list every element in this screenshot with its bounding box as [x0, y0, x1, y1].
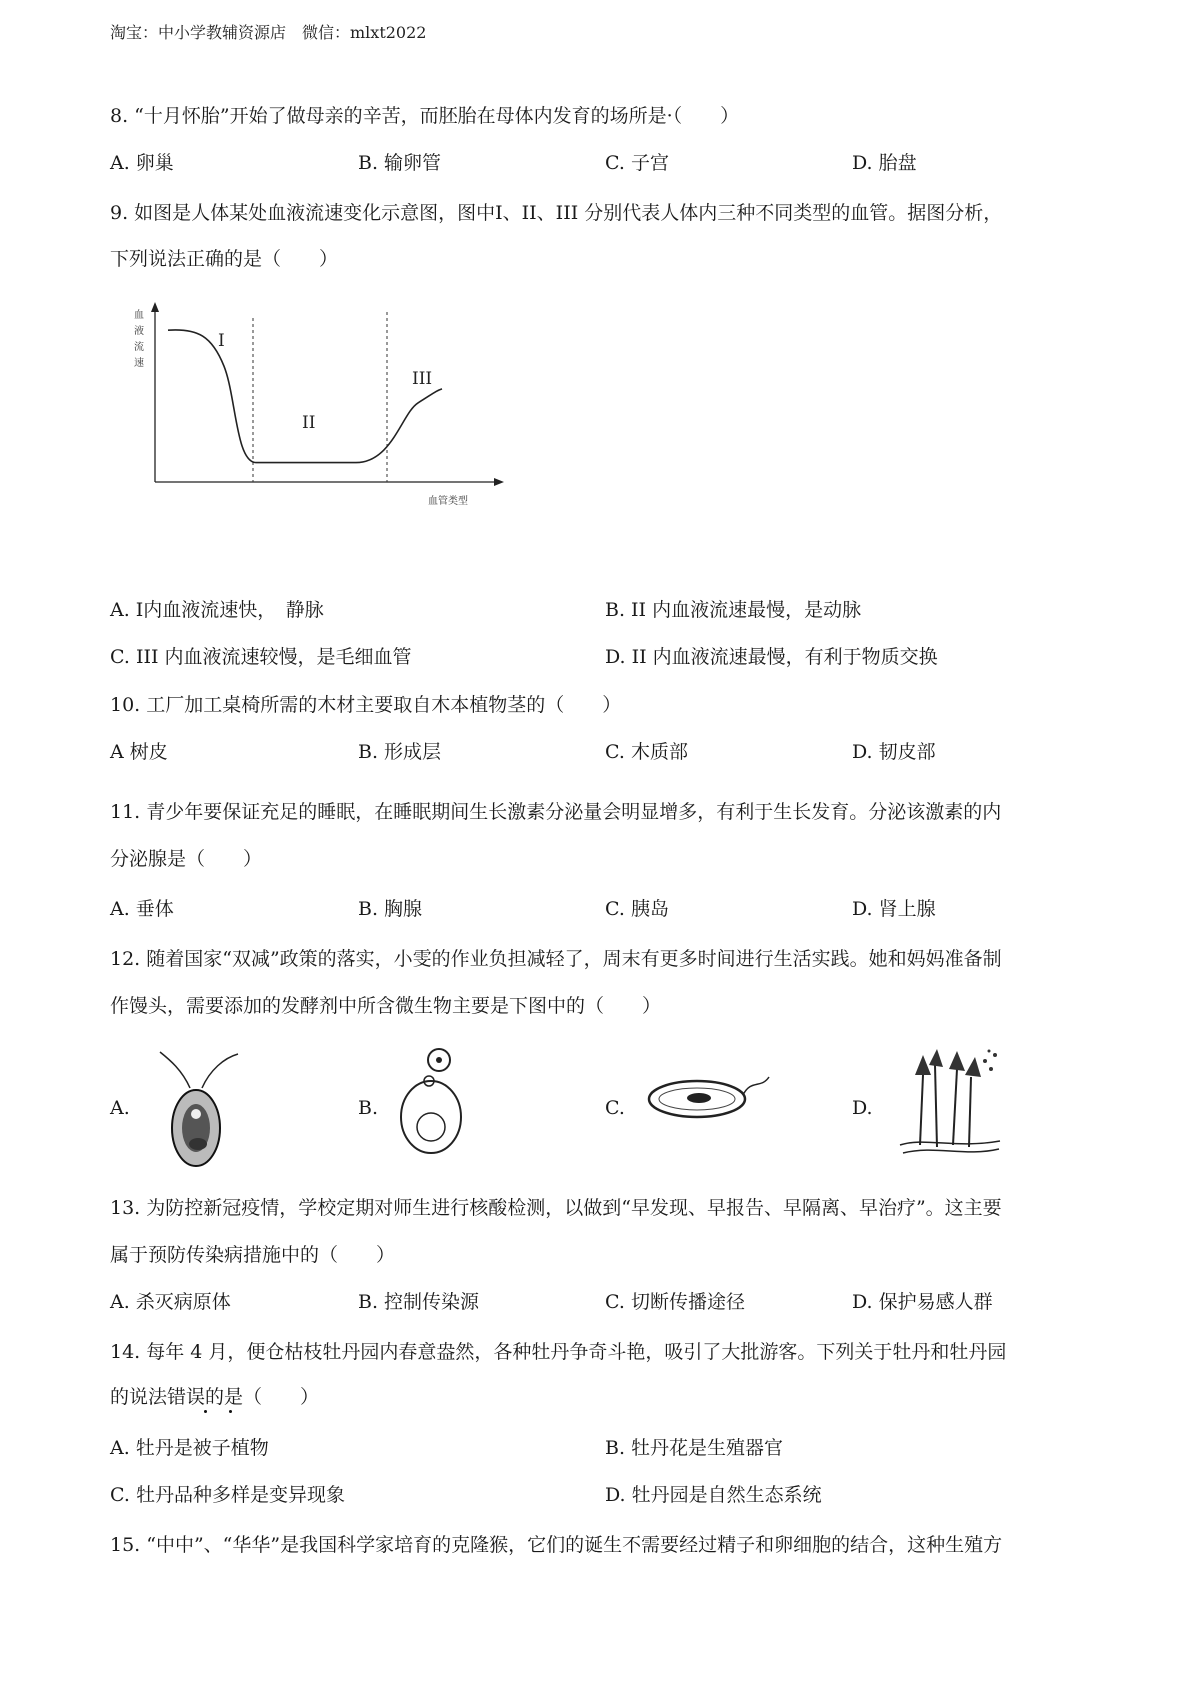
q10-option-a: A 树皮 — [110, 741, 168, 763]
x-axis-label: 血管类型 — [428, 496, 468, 507]
q12-option-d: D. — [852, 1097, 873, 1119]
question-14-stem-line1: 14. 每年 4 月，便仓枯枝牡丹园内春意盎然，各种牡丹争奇斗艳，吸引了大批游客。下列关于牡丹和牡丹园 — [110, 1341, 1007, 1363]
q11-option-b: B. 胸腺 — [358, 898, 423, 920]
question-12-stem-line1: 12. 随着国家“双减”政策的落实，小雯的作业负担减轻了，周末有更多时间进行生活实践。她和妈妈准备制 — [110, 948, 1002, 970]
q10-option-b: B. 形成层 — [358, 741, 442, 763]
q13-option-d: D. 保护易感人群 — [852, 1291, 993, 1313]
q9-option-d: D. II 内血液流速最慢，有利于物质交换 — [605, 646, 938, 668]
emphasis-dot — [229, 1410, 232, 1413]
q14-option-c: C. 牡丹品种多样是变异现象 — [110, 1484, 345, 1506]
euglena-icon — [140, 1040, 260, 1170]
emphasis-dot — [204, 1410, 207, 1413]
header-text: 淘宝：中小学教辅资源店 微信：mlxt2022 — [110, 23, 427, 42]
q14-option-d: D. 牡丹园是自然生态系统 — [605, 1484, 822, 1506]
question-15-stem-line1: 15. “中中”、“华华”是我国科学家培育的克隆猴，它们的诞生不需要经过精子和卵细胞的结合，这种生殖方 — [110, 1534, 1003, 1556]
q10-option-d: D. 韧皮部 — [852, 741, 936, 763]
region-label-i: I — [218, 331, 225, 351]
question-12-stem-line2: 作馒头，需要添加的发酵剂中所含微生物主要是下图中的（ ） — [110, 995, 662, 1017]
q14-option-a: A. 牡丹是被子植物 — [110, 1437, 269, 1459]
q12-option-a: A. — [110, 1097, 130, 1119]
q8-option-d: D. 胎盘 — [852, 152, 917, 174]
q8-option-c: C. 子宫 — [605, 152, 669, 174]
question-8-stem: 8. “十月怀胎”开始了做母亲的辛苦，而胚胎在母体内发育的场所是·（ ） — [110, 105, 740, 127]
yeast-icon — [395, 1045, 475, 1155]
q9-option-c: C. III 内血液流速较慢，是毛细血管 — [110, 646, 412, 668]
q13-option-c: C. 切断传播途径 — [605, 1291, 745, 1313]
q13-option-a: A. 杀灭病原体 — [110, 1291, 231, 1313]
question-10-stem: 10. 工厂加工桌椅所需的木材主要取自木本植物茎的（ ） — [110, 694, 622, 716]
q8-option-a: A. 卵巢 — [110, 152, 174, 174]
region-label-ii: II — [302, 413, 316, 433]
q11-option-a: A. 垂体 — [110, 898, 174, 920]
q12-option-b: B. — [358, 1097, 379, 1119]
y-label-char-4: 速 — [134, 358, 144, 369]
q12-option-c: C. — [605, 1097, 625, 1119]
q11-option-d: D. 肾上腺 — [852, 898, 936, 920]
blood-flow-chart — [120, 300, 520, 510]
q10-option-c: C. 木质部 — [605, 741, 688, 763]
q9-option-b: B. II 内血液流速最慢，是动脉 — [605, 599, 862, 621]
q14-option-b: B. 牡丹花是生殖器官 — [605, 1437, 784, 1459]
y-label-char-1: 血 — [134, 310, 144, 321]
bacterium-icon — [645, 1065, 775, 1125]
question-9-stem-line2: 下列说法正确的是（ ） — [110, 248, 339, 270]
q8-option-b: B. 输卵管 — [358, 152, 442, 174]
x-axis-arrow — [494, 478, 504, 486]
y-label-char-2: 液 — [134, 326, 144, 337]
q9-option-a: A. Ⅰ内血液流速快， 静脉 — [110, 599, 324, 621]
question-13-stem-line2: 属于预防传染病措施中的（ ） — [110, 1244, 396, 1266]
y-axis-arrow — [151, 302, 159, 312]
question-14-stem-line2: 的说法错误的是（ ） — [110, 1386, 320, 1408]
question-11-stem-line1: 11. 青少年要保证充足的睡眠，在睡眠期间生长激素分泌量会明显增多，有利于生长发育。分泌该激素的内 — [110, 801, 1002, 823]
y-label-char-3: 流 — [134, 342, 144, 353]
question-13-stem-line1: 13. 为防控新冠疫情，学校定期对师生进行核酸检测，以做到“早发现、早报告、早隔离、早治疗”。这主要 — [110, 1197, 1002, 1219]
flow-curve — [168, 330, 442, 463]
mold-icon — [895, 1045, 1005, 1160]
question-9-stem-line1: 9. 如图是人体某处血液流速变化示意图，图中Ⅰ、II、III 分别代表人体内三种不同类型的血管。据图分析， — [110, 202, 1003, 224]
question-11-stem-line2: 分泌腺是（ ） — [110, 848, 263, 870]
q13-option-b: B. 控制传染源 — [358, 1291, 480, 1313]
region-label-iii: III — [412, 369, 433, 389]
q11-option-c: C. 胰岛 — [605, 898, 669, 920]
